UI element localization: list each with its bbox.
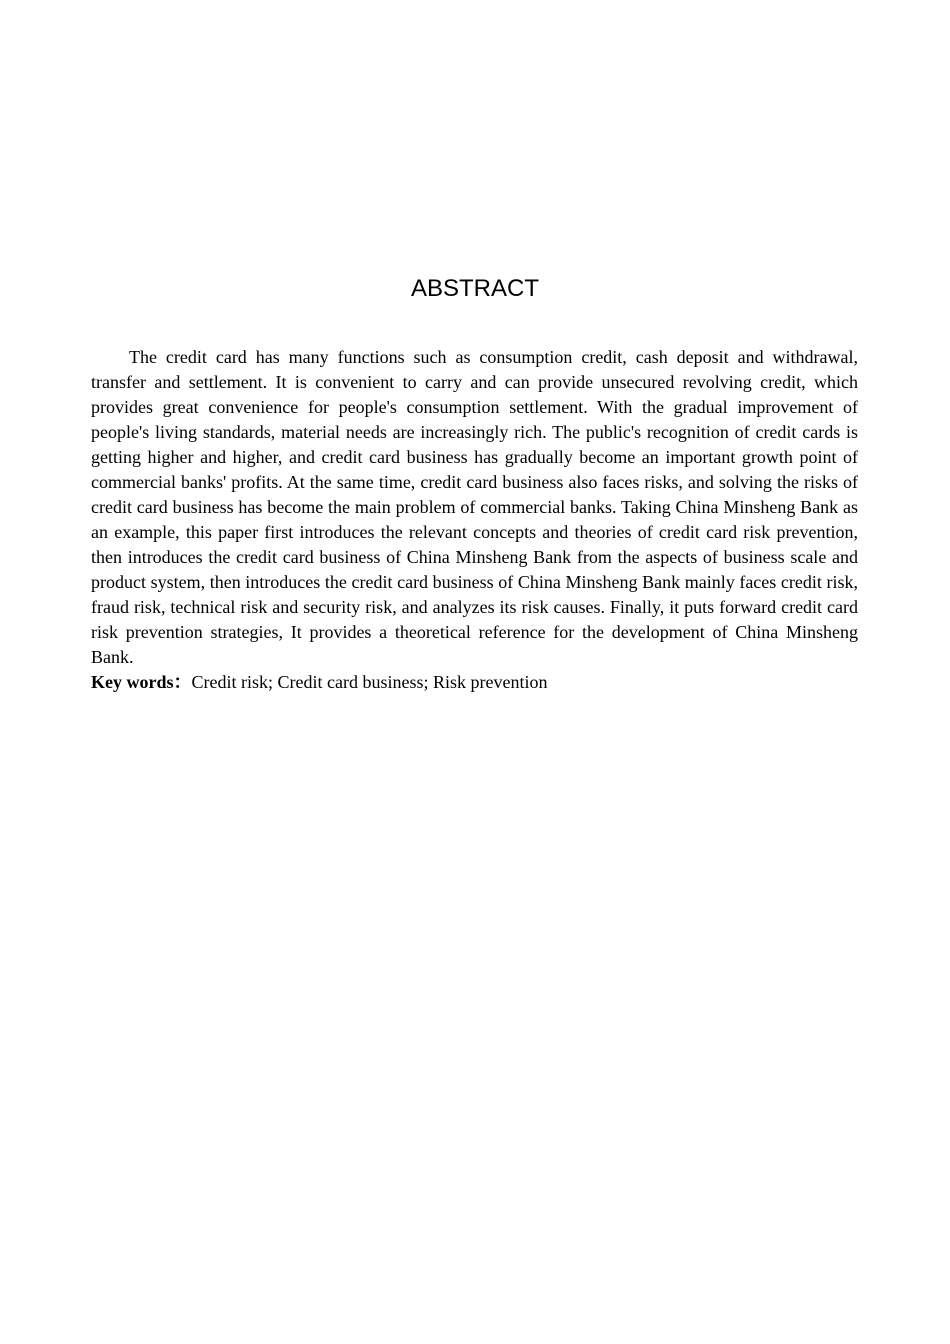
keywords-label: Key words： <box>91 672 192 692</box>
abstract-title: ABSTRACT <box>410 275 539 302</box>
abstract-body: The credit card has many functions such as consumption credit, cash deposit and withdrawal, transfer and settlement. It is convenient to carry and can provide unsecured revolving credit, which provides great convenience for people's consumption settlement. With the gradual improvement of people's living standards, material needs are increasingly rich. The public's recognition of credit cards is getting higher and higher, and credit card business has gradually become an important growth point of commercial banks' profits. At the same time, credit card business also faces risks, and solving the risks of credit card business has become the main problem of commercial banks. Taking China Minsheng Bank as an example, this paper first introduces the relevant concepts and theories of credit card risk prevention, then introduces the credit card business of China Minsheng Bank from the aspects of business scale and product system, then introduces the credit card business of China Minsheng Bank mainly faces credit risk, fraud risk, technical risk and security risk, and analyzes its risk causes. Finally, it puts forward credit card risk prevention strategies, It provides a theoretical reference for the development of China Minsheng Bank. <box>91 347 858 667</box>
keywords-line <box>91 670 858 695</box>
keywords-value: Credit risk; Credit card business; Risk prevention <box>191 672 548 692</box>
